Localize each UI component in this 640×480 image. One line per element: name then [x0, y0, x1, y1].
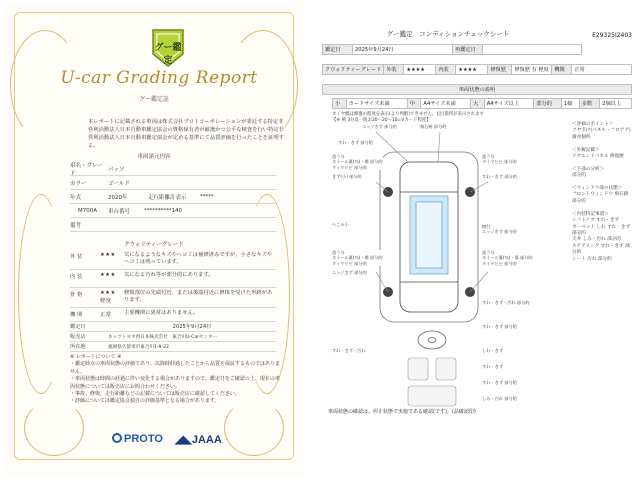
appraisal-date-row [70, 322, 276, 332]
jaaa-logo-text: JAAA [191, 433, 222, 446]
note-line: 【※ 例 3分以一般お20ー20ー10=Vカード程度】 [332, 117, 431, 123]
legend-line: ツヤ引け(パネル・フロアア) 腐食個所 [572, 128, 631, 140]
type-value: M700A [78, 207, 98, 214]
grade-description: 主要機関に異常はありません。 [124, 310, 199, 316]
grade-label: 内 装 [70, 274, 83, 280]
damage-label: すれ・きず [482, 364, 503, 369]
count-many: 多数 [579, 99, 599, 109]
proto-logo-mark-icon [112, 433, 122, 443]
grade-description: 気になるようなキズやヘコミは補修済みですが、小さなキズやヘコミは残っています。 [124, 252, 273, 265]
grade-row-exterior [70, 250, 276, 270]
grade-row-frame [70, 288, 276, 308]
color-label: カラー [70, 180, 87, 187]
legend-line: カーペット しわ すれ・きず 部分的 [572, 224, 631, 236]
vehicle-info-heading: 車両諸元内容 [137, 154, 171, 160]
interior-diagram [408, 358, 456, 406]
damage-label: すれ・きず・汚れ [332, 348, 366, 353]
damage-label: エッジきず 部分的 [332, 270, 367, 275]
date-table [322, 44, 582, 55]
note-line: ・事故、修復、走行距離などの記載については販売店に確認してください。 [70, 391, 240, 398]
legend-line: 部分的 [572, 173, 586, 179]
size-small-desc: カードサイズ未満 [346, 99, 407, 109]
reappraisal-label: 再鑑定日 [453, 45, 483, 55]
grade-severity: 軽度 [100, 298, 112, 304]
damage-label: すれ・きず 部分的 [482, 380, 517, 385]
dealer-label: 販売店 [70, 334, 86, 340]
damage-label: エッジきず 部分的 [362, 124, 397, 129]
mileage-label: 走行距離計表示 [148, 194, 187, 201]
size-small: 小 [333, 99, 347, 109]
damage-label: 落う分 ホイール裏(ﾘﾑ)・傷 部分的 タイヤヒビ 部分的 [332, 154, 383, 170]
legend-line: 天井 しみ・汚れ 部分的 [572, 237, 621, 243]
address-value: 福岡県久留米市東合川1-9-22 [108, 344, 169, 350]
damage-label: 擦打 エッジきず 部分的 [482, 224, 517, 235]
damage-label: 落う分 タイヤヒビ 部分的 [482, 154, 517, 165]
ornament [24, 400, 84, 456]
remarks-label: 備考 [70, 222, 82, 229]
info-row-color [70, 176, 276, 190]
grade-stars: ★★★ [100, 252, 116, 258]
size-large: 大 [471, 99, 485, 109]
condition-legend [572, 122, 634, 263]
legend-line: ステアリング すれ・きず 部分的 [572, 243, 630, 256]
ornament [224, 400, 284, 456]
damage-label: しわ・きず [482, 348, 503, 353]
ornament [18, 194, 64, 394]
note-line: ※ レポートについて ※ [70, 354, 122, 360]
engine-value: 正常 [572, 65, 632, 75]
damage-label: すれ・きず 部分的 [338, 140, 373, 145]
grade-stars [100, 288, 124, 304]
info-row-model [70, 162, 276, 176]
date-label: 鑑定日 [323, 45, 353, 55]
note-line: ・評価については鑑定協会独自の評価基準となる場合があります。 [70, 398, 220, 405]
section-title-table [322, 84, 632, 95]
section-title: 車両状態の説明 [323, 85, 632, 95]
certificate-statement: 本レポートに記載される車両は株式会社プロトコーポレーションが委託する特定非営利活動法人日本自動車鑑定協会の資格保有者が厳選かつ公平な検査を行い特定非営利活動法人日本自動車鑑定協会が定める基準にて品質評価を行ったことを証明する。 [88, 119, 284, 149]
grade-stars: ★★★ [100, 272, 116, 278]
year-value: 2020年 [108, 194, 128, 201]
dealer-value: ネッツトヨタ西日本株式会社 東合川U-Carセンター [108, 334, 218, 340]
grade-label: 骨 格 [70, 292, 83, 298]
interior-label: 内装 [436, 65, 456, 75]
vin-label: 車台番号 [108, 208, 131, 215]
sheet-code: E29325I2403 [592, 32, 632, 39]
legend-line: ＜下部の分析＞ [572, 166, 605, 172]
damage-label: すれ・きず 部分的 [482, 174, 517, 179]
grade-stars-value: ★★★ [100, 290, 116, 296]
note-line: タイヤ幅は修復の程度を表示(より判断)できません。(注)箇所が表示されます [332, 112, 484, 117]
report-title: U-car Grading Report [60, 68, 258, 88]
engine-label: 機関 [552, 65, 572, 75]
dealer-row [70, 332, 276, 342]
steering-wheel-icon [418, 331, 446, 349]
sheet-title: グー鑑定 コンディションチェックシート [386, 30, 510, 38]
proto-logo [112, 433, 163, 445]
damage-label: すれ・きず 部分的 [482, 324, 517, 329]
badge-label: グー鑑定 [154, 43, 182, 66]
note-line: ・車両状態は時間の経過に伴い変化する場合がありますので、鑑定日をご確認の上、現在の車両状態については販売店にお問合わせください。 [70, 376, 280, 390]
legend-line: シフトノブ すれ・きず [572, 218, 620, 224]
quality-grade-heading: クウォリティーグレード [124, 242, 184, 248]
grade-row-interior [70, 270, 276, 288]
info-row-remarks [70, 218, 276, 232]
size-legend-table [332, 98, 632, 109]
legend-line: リヤエンドパネル 修復歴 [572, 154, 624, 160]
size-medium: 中 [407, 99, 421, 109]
report-notes [70, 354, 280, 406]
car-roof [416, 202, 442, 268]
legend-line: ＜評価のポイント＞ [572, 122, 614, 127]
quality-grade-label: クウォリティーグレード [323, 65, 384, 75]
grade-stars: 正常 [100, 312, 112, 318]
certificate-label: グー鑑定証 [138, 96, 169, 103]
grade-description: 気になる汚れ等が部分的にあります。 [124, 272, 214, 278]
grade-label: 機 関 [70, 312, 83, 318]
model-label: 車名・グレード [70, 162, 104, 177]
repair-value: 修復歴 有 軽度 [512, 65, 552, 75]
size-medium-desc: A4サイズ未満 [421, 99, 471, 109]
color-value: ゴールド [108, 180, 130, 187]
date-label: 鑑定日 [70, 324, 86, 330]
footer-logos [112, 429, 222, 449]
sheet-footer: 車両状態の確認は、停止状態で実施である確認(です)。(品確認印) [328, 409, 476, 415]
proto-logo-text: PROTO [124, 433, 163, 445]
repair-label: 修復歴 [488, 65, 512, 75]
interior-value: ★★★★ [456, 65, 488, 75]
exterior-value: ★★★★ [404, 65, 436, 75]
date-value: 2025年9月24日 [353, 45, 453, 55]
year-label: 年式 [70, 194, 82, 201]
damage-label: 飛石跡 部分的 [420, 124, 447, 129]
address-row [70, 342, 276, 352]
reappraisal-value [483, 45, 582, 55]
count-partial: 部分的 [534, 99, 561, 109]
count-many-desc: 2個以上 [600, 99, 632, 109]
jaaa-logo [175, 433, 222, 446]
legend-line: ＜外観記載＞ [572, 147, 600, 153]
damage-label: 落う分 ホイール裏(ﾘﾑ)・傷 部分的 タイヤヒビ 部分的 [332, 250, 383, 266]
damage-label: きず(小) 部分的 [332, 174, 362, 179]
note-line: ・鑑定時点の車両状態の評価であり、以降時経過したことから品質を保証するものではありません。 [70, 361, 281, 375]
vin-value: **********140 [144, 207, 182, 214]
jaaa-logo-mark-icon: ◢◣ [174, 433, 192, 446]
grade-label: 外 装 [70, 254, 83, 260]
legend-line: シート 汚れ 部分的 [572, 256, 612, 262]
model-value: パッソ [108, 166, 125, 173]
grade-description: 修復部位の先端付近、または後端付近に修復を受けた形跡があります。 [124, 290, 273, 303]
damage-label: しみ・汚れ 部分的 [482, 396, 517, 401]
count-one: 1個 [561, 99, 579, 109]
grading-certificate [4, 4, 304, 476]
info-row-year [70, 190, 276, 204]
address-label: 所在地 [70, 344, 86, 350]
legend-line: ＜内装特記事項＞ [572, 211, 609, 217]
condition-check-sheet [318, 4, 636, 476]
legend-line: フロントウィンドウ 飛石跡 部分的 [572, 192, 629, 204]
damage-label: へこみ小 [332, 222, 349, 227]
grade-row-engine [70, 308, 276, 322]
quality-grade-table [322, 64, 632, 75]
exterior-label: 外装 [384, 65, 404, 75]
damage-label: 落う分 ホイール裏(ﾘﾑ)・傷 部分的 タイヤヒビ 部分的 [482, 250, 533, 266]
size-large-desc: A4サイズ以上 [484, 99, 534, 109]
mileage-value: ***** [200, 193, 214, 200]
info-row-vin [70, 204, 276, 218]
damage-label: すれ・きず・汚れ 部分的 [482, 300, 530, 305]
date-value: 2025年9月24日 [172, 324, 212, 330]
legend-line: ＜ウィンドウ部の状態＞ [572, 186, 623, 192]
